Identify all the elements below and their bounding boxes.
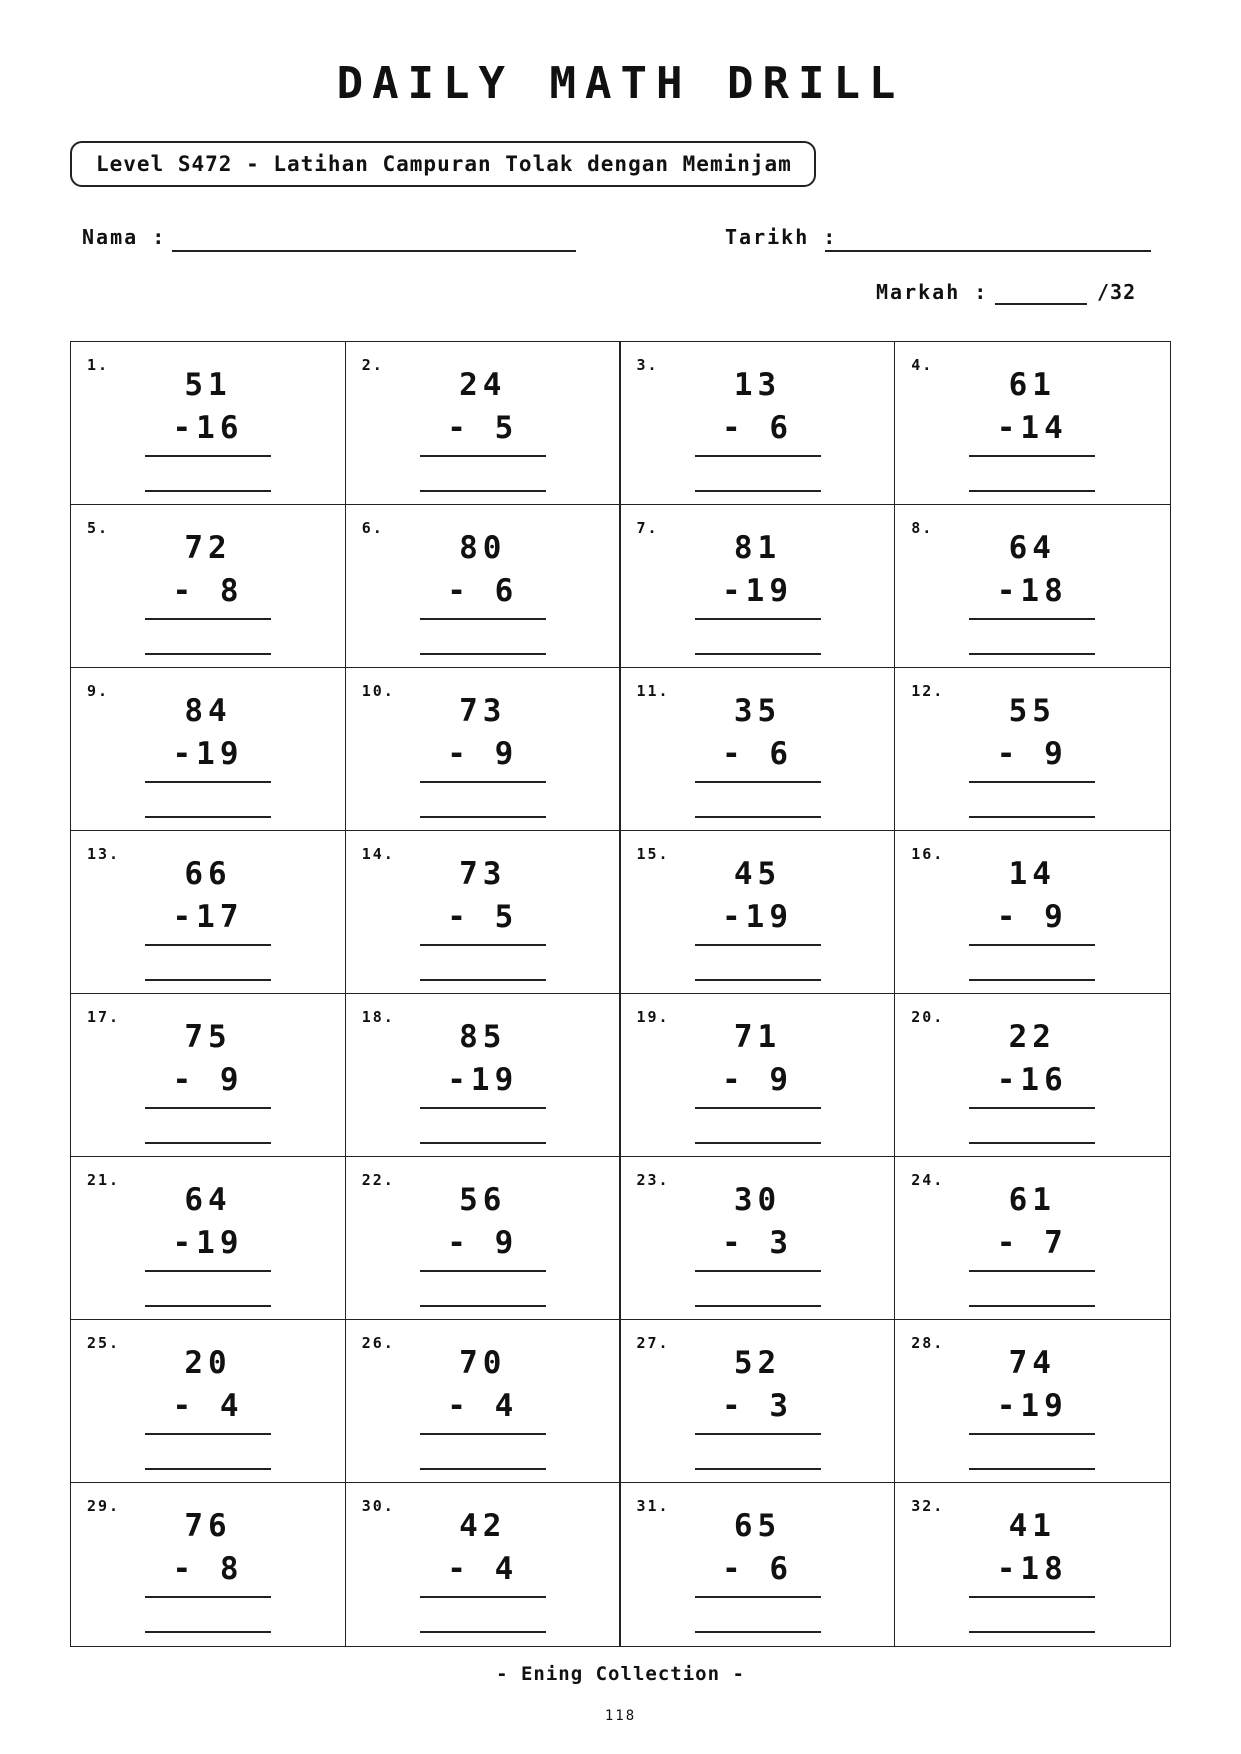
subtraction-problem (969, 690, 1095, 818)
score-label: Markah : (876, 280, 989, 304)
subtrahend: -19 (996, 1388, 1068, 1424)
subtrahend: - 9 (447, 736, 519, 772)
minuend: 64 (1008, 530, 1056, 566)
subtrahend: - 9 (996, 899, 1068, 935)
operation-rule (145, 1107, 271, 1109)
minuend: 84 (184, 693, 232, 729)
problem-number: 24. (911, 1171, 945, 1189)
operation-rule (145, 1596, 271, 1598)
minuend: 24 (459, 367, 507, 403)
minuend: 55 (1008, 693, 1056, 729)
operation-rule (145, 944, 271, 946)
operation-rule (420, 1596, 546, 1598)
problem-number: 6. (361, 519, 384, 537)
problem-number: 17. (87, 1008, 121, 1026)
problem-cell (621, 1483, 896, 1646)
answer-line[interactable] (145, 816, 271, 818)
subtraction-problem (420, 1016, 546, 1144)
answer-line[interactable] (420, 1142, 546, 1144)
subtraction-problem (145, 1016, 271, 1144)
subtraction-problem (695, 1505, 821, 1633)
problem-number: 29. (87, 1497, 121, 1515)
problem-cell (346, 668, 621, 831)
subtrahend: -19 (722, 899, 793, 935)
problem-number: 32. (911, 1497, 945, 1515)
answer-line[interactable] (695, 1305, 821, 1307)
problem-number: 4. (911, 356, 934, 374)
answer-line[interactable] (695, 1631, 821, 1633)
answer-line[interactable] (420, 979, 546, 981)
subtrahend: - 3 (722, 1225, 793, 1261)
subtrahend: - 6 (447, 573, 519, 609)
operation-rule (420, 1270, 546, 1272)
subtrahend: - 8 (172, 1551, 244, 1587)
subtrahend: -17 (172, 899, 244, 935)
problem-cell (71, 1157, 346, 1320)
subtrahend: -19 (172, 736, 244, 772)
problem-cell (71, 1483, 346, 1646)
name-field[interactable] (172, 250, 576, 252)
minuend: 56 (459, 1182, 507, 1218)
problem-cell (895, 1483, 1170, 1646)
operation-rule (695, 944, 821, 946)
operation-rule (695, 455, 821, 457)
subtrahend: - 3 (722, 1388, 793, 1424)
problem-number: 10. (361, 682, 395, 700)
answer-line[interactable] (695, 490, 821, 492)
minuend: 35 (733, 693, 782, 729)
subtraction-problem (145, 853, 271, 981)
subtraction-problem (145, 364, 271, 492)
problem-number: 5. (87, 519, 110, 537)
minuend: 52 (733, 1345, 782, 1381)
answer-line[interactable] (969, 653, 1095, 655)
name-label: Nama : (82, 225, 167, 249)
problem-cell (71, 342, 346, 505)
subtrahend: - 4 (447, 1388, 519, 1424)
answer-line[interactable] (420, 816, 546, 818)
answer-line[interactable] (145, 653, 271, 655)
minuend: 13 (733, 367, 782, 403)
subtraction-problem (969, 853, 1095, 981)
subtrahend: - 8 (172, 573, 244, 609)
score-total: /32 (1097, 280, 1137, 304)
problem-cell (71, 505, 346, 668)
problem-number: 9. (87, 682, 110, 700)
problem-cell (346, 831, 621, 994)
answer-line[interactable] (145, 1305, 271, 1307)
minuend: 61 (1008, 1182, 1056, 1218)
problem-number: 31. (636, 1497, 670, 1515)
answer-line[interactable] (969, 816, 1095, 818)
page-number: 118 (604, 1708, 637, 1724)
operation-rule (145, 455, 271, 457)
subtraction-problem (969, 364, 1095, 492)
subtrahend: - 4 (172, 1388, 244, 1424)
date-label: Tarikh : (725, 225, 838, 249)
problem-number: 21. (87, 1171, 121, 1189)
operation-rule (145, 1433, 271, 1435)
problem-cell (621, 994, 896, 1157)
answer-line[interactable] (145, 1631, 271, 1633)
minuend: 61 (1008, 367, 1056, 403)
subtraction-problem (969, 1505, 1095, 1633)
subtraction-problem (695, 1342, 821, 1470)
minuend: 76 (184, 1508, 232, 1544)
minuend: 74 (1008, 1345, 1056, 1381)
problem-number: 14. (361, 845, 395, 863)
problem-cell (71, 831, 346, 994)
score-field[interactable] (995, 303, 1087, 305)
problem-number: 7. (636, 519, 659, 537)
problem-cell (621, 342, 896, 505)
minuend: 20 (184, 1345, 232, 1381)
answer-line[interactable] (969, 979, 1095, 981)
minuend: 42 (459, 1508, 507, 1544)
answer-line[interactable] (969, 1468, 1095, 1470)
problem-number: 26. (361, 1334, 395, 1352)
subtraction-problem (695, 690, 821, 818)
subtrahend: - 5 (447, 899, 519, 935)
operation-rule (420, 1107, 546, 1109)
operation-rule (969, 1270, 1095, 1272)
minuend: 72 (184, 530, 232, 566)
subtrahend: - 9 (722, 1062, 793, 1098)
operation-rule (420, 618, 546, 620)
problem-number: 16. (911, 845, 945, 863)
subtraction-problem (969, 527, 1095, 655)
subtrahend: - 7 (996, 1225, 1068, 1261)
subtrahend: -18 (996, 1551, 1068, 1587)
subtraction-problem (420, 1342, 546, 1470)
answer-line[interactable] (145, 490, 271, 492)
answer-line[interactable] (420, 1631, 546, 1633)
minuend: 73 (459, 693, 507, 729)
problem-cell (346, 342, 621, 505)
answer-line[interactable] (145, 1468, 271, 1470)
level-banner (70, 141, 816, 187)
subtraction-problem (969, 1179, 1095, 1307)
minuend: 71 (733, 1019, 782, 1055)
operation-rule (145, 618, 271, 620)
problem-number: 1. (87, 356, 110, 374)
subtraction-problem (145, 690, 271, 818)
minuend: 65 (733, 1508, 782, 1544)
subtraction-problem (145, 1342, 271, 1470)
problem-cell (895, 1320, 1170, 1483)
level-label: Level S472 - Latihan Campuran Tolak dengan Meminjam (96, 152, 792, 176)
problem-number: 25. (87, 1334, 121, 1352)
operation-rule (969, 1596, 1095, 1598)
problem-cell (71, 668, 346, 831)
subtraction-problem (145, 1179, 271, 1307)
subtrahend: -14 (996, 410, 1068, 446)
problem-cell (621, 668, 896, 831)
subtraction-problem (420, 1179, 546, 1307)
problem-cell (346, 1157, 621, 1320)
operation-rule (145, 781, 271, 783)
subtrahend: -16 (996, 1062, 1068, 1098)
operation-rule (420, 781, 546, 783)
problem-number: 22. (361, 1171, 395, 1189)
operation-rule (420, 1433, 546, 1435)
problem-cell (346, 1320, 621, 1483)
subtrahend: -19 (172, 1225, 244, 1261)
subtraction-problem (145, 1505, 271, 1633)
minuend: 64 (184, 1182, 232, 1218)
minuend: 14 (1008, 856, 1056, 892)
problem-grid (70, 341, 1171, 1647)
subtrahend: -19 (447, 1062, 519, 1098)
subtrahend: - 6 (722, 736, 793, 772)
problem-number: 30. (361, 1497, 395, 1515)
problem-number: 8. (911, 519, 934, 537)
minuend: 45 (733, 856, 782, 892)
answer-line[interactable] (695, 979, 821, 981)
problem-cell (346, 994, 621, 1157)
subtraction-problem (420, 1505, 546, 1633)
subtrahend: - 6 (722, 1551, 793, 1587)
problem-cell (895, 505, 1170, 668)
minuend: 51 (184, 367, 232, 403)
subtraction-problem (969, 1342, 1095, 1470)
answer-line[interactable] (420, 1305, 546, 1307)
answer-line[interactable] (695, 816, 821, 818)
subtrahend: -18 (996, 573, 1068, 609)
answer-line[interactable] (969, 490, 1095, 492)
problem-cell (895, 831, 1170, 994)
problem-cell (895, 994, 1170, 1157)
subtraction-problem (695, 527, 821, 655)
minuend: 75 (184, 1019, 232, 1055)
problem-number: 20. (911, 1008, 945, 1026)
operation-rule (969, 455, 1095, 457)
problem-number: 27. (636, 1334, 670, 1352)
subtraction-problem (695, 364, 821, 492)
answer-line[interactable] (969, 1631, 1095, 1633)
subtraction-problem (695, 1179, 821, 1307)
minuend: 70 (459, 1345, 507, 1381)
date-field[interactable] (825, 250, 1151, 252)
subtrahend: - 4 (447, 1551, 519, 1587)
subtrahend: -16 (172, 410, 244, 446)
problem-cell (621, 1157, 896, 1320)
subtrahend: -19 (722, 573, 793, 609)
operation-rule (969, 1107, 1095, 1109)
minuend: 66 (184, 856, 232, 892)
minuend: 80 (459, 530, 507, 566)
subtraction-problem (420, 853, 546, 981)
minuend: 41 (1008, 1508, 1056, 1544)
minuend: 85 (459, 1019, 507, 1055)
subtrahend: - 9 (447, 1225, 519, 1261)
problem-number: 18. (361, 1008, 395, 1026)
problem-number: 23. (636, 1171, 670, 1189)
problem-cell (895, 342, 1170, 505)
answer-line[interactable] (145, 1142, 271, 1144)
minuend: 73 (459, 856, 507, 892)
problem-number: 12. (911, 682, 945, 700)
subtraction-problem (420, 527, 546, 655)
problem-cell (621, 831, 896, 994)
answer-line[interactable] (420, 1468, 546, 1470)
answer-line[interactable] (969, 1142, 1095, 1144)
answer-line[interactable] (969, 1305, 1095, 1307)
answer-line[interactable] (695, 1142, 821, 1144)
footer-credit: - Ening Collection - (496, 1663, 745, 1685)
problem-cell (621, 505, 896, 668)
problem-number: 15. (636, 845, 670, 863)
operation-rule (695, 1270, 821, 1272)
answer-line[interactable] (420, 653, 546, 655)
subtraction-problem (695, 853, 821, 981)
answer-line[interactable] (695, 1468, 821, 1470)
problem-number: 13. (87, 845, 121, 863)
operation-rule (695, 1107, 821, 1109)
answer-line[interactable] (420, 490, 546, 492)
operation-rule (420, 944, 546, 946)
subtrahend: - 5 (447, 410, 519, 446)
problem-cell (895, 1157, 1170, 1320)
problem-cell (346, 1483, 621, 1646)
problem-cell (71, 994, 346, 1157)
problem-number: 19. (636, 1008, 670, 1026)
problem-cell (346, 505, 621, 668)
operation-rule (695, 781, 821, 783)
operation-rule (969, 1433, 1095, 1435)
operation-rule (420, 455, 546, 457)
problem-number: 28. (911, 1334, 945, 1352)
operation-rule (695, 618, 821, 620)
subtraction-problem (420, 690, 546, 818)
problem-cell (895, 668, 1170, 831)
operation-rule (145, 1270, 271, 1272)
problem-number: 3. (636, 356, 659, 374)
operation-rule (969, 781, 1095, 783)
page-title: DAILY MATH DRILL (336, 58, 905, 109)
problem-number: 11. (636, 682, 670, 700)
operation-rule (969, 618, 1095, 620)
minuend: 22 (1008, 1019, 1056, 1055)
problem-cell (71, 1320, 346, 1483)
subtrahend: - 9 (172, 1062, 244, 1098)
minuend: 81 (733, 530, 782, 566)
problem-cell (621, 1320, 896, 1483)
operation-rule (695, 1433, 821, 1435)
subtrahend: - 9 (996, 736, 1068, 772)
subtraction-problem (145, 527, 271, 655)
subtrahend: - 6 (722, 410, 793, 446)
operation-rule (969, 944, 1095, 946)
problem-number: 2. (361, 356, 384, 374)
subtraction-problem (420, 364, 546, 492)
subtraction-problem (969, 1016, 1095, 1144)
operation-rule (695, 1596, 821, 1598)
answer-line[interactable] (695, 653, 821, 655)
subtraction-problem (695, 1016, 821, 1144)
minuend: 30 (733, 1182, 782, 1218)
answer-line[interactable] (145, 979, 271, 981)
